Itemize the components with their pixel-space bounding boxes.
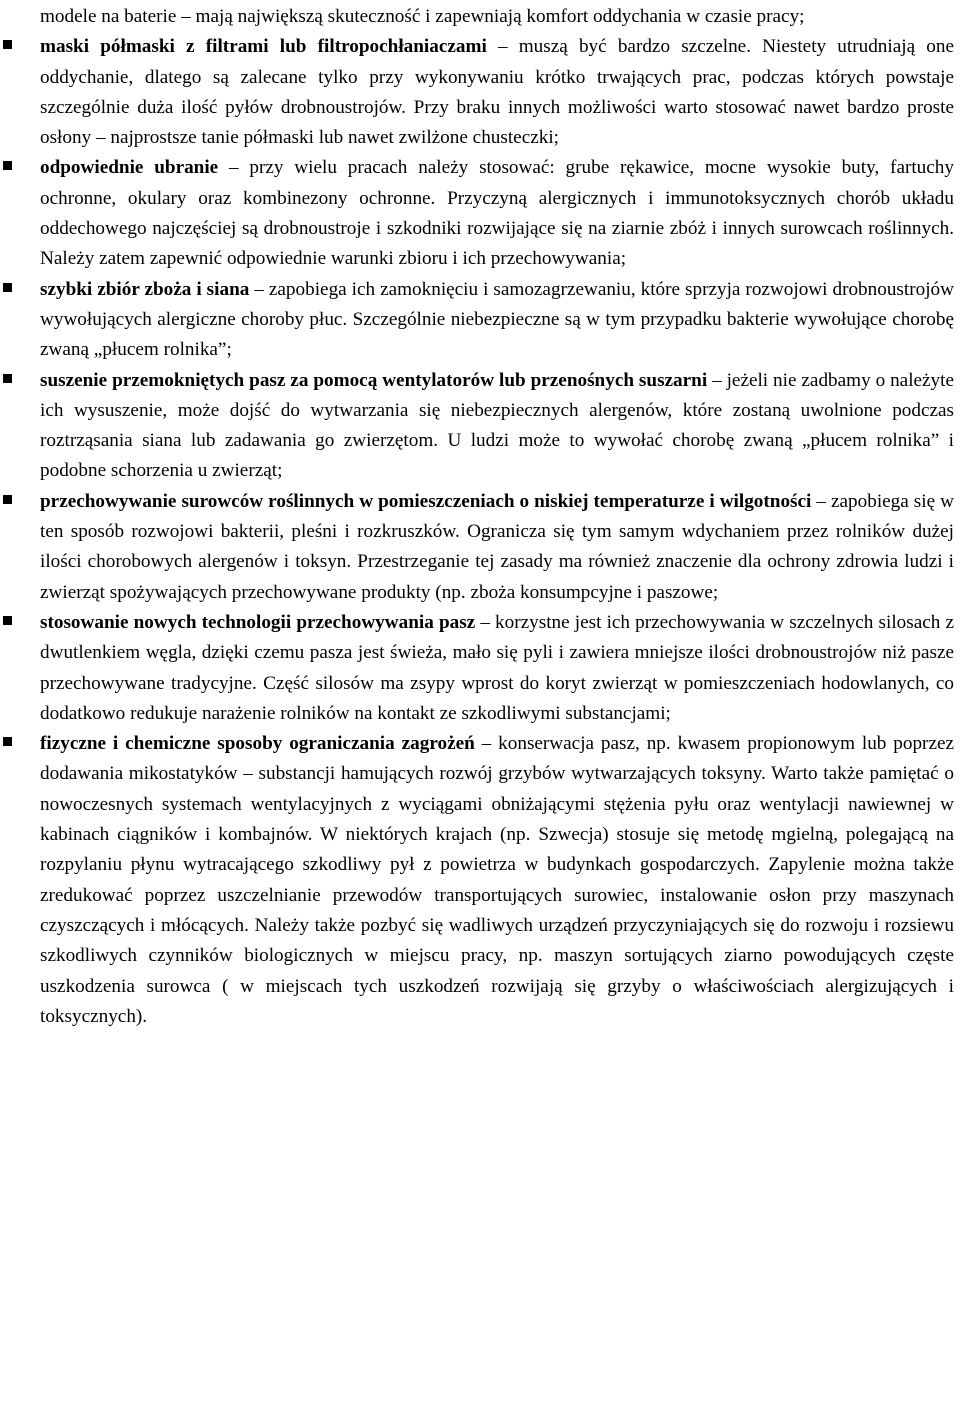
list-item-title: suszenie przemokniętych pasz za pomocą wentylatorów lub przenośnych suszarni (40, 369, 708, 391)
list-item-text (40, 275, 954, 366)
list-item-text (40, 487, 954, 608)
list-item (40, 153, 954, 274)
list-item-title: maski półmaski z filtrami lub filtropochłaniaczami (40, 36, 487, 58)
lead-paragraph: modele na baterie – mają największą skuteczność i zapewniają komfort oddychania w czasie pracy; (40, 6, 805, 27)
list-item-title: odpowiednie ubranie (40, 157, 219, 179)
square-bullet-icon (3, 495, 12, 504)
list-item-title: fizyczne i chemiczne sposoby ograniczania zagrożeń (40, 733, 475, 755)
list-item-title: przechowywanie surowców roślinnych w pomieszczeniach o niskiej temperaturze i wilgotności (40, 490, 812, 512)
list-item-body: – przy wielu pracach należy stosować: grube rękawice, mocne wysokie buty, fartuchy ochronne, okulary oraz kombinezony ochronne. Przyczyną alergicznych i immunotoksycznych chorób układu oddechowego najczęściej są drobnoustroje i szkodniki rozwijające się na ziarnie zbóż i innych surowcach roślinnych. Należy zatem zapewnić odpowiednie warunki zbioru i ich przechowywania; (40, 157, 954, 270)
list-item-text (40, 153, 954, 274)
square-bullet-icon (3, 283, 12, 292)
list-item-text (40, 729, 954, 1032)
list-item-text (40, 608, 954, 729)
list-item-body: – zapobiega się w ten sposób rozwojowi bakterii, pleśni i rozkruszków. Ogranicza się tym samym wdychaniem przez rolników dużej ilości chorobowych alergenów i toksyn. Przestrzeganie tej zasady ma również znaczenie dla ochrony zdrowia ludzi i zwierząt spożywających przechowywane produkty (np. zboża konsumpcyjne i paszowe; (40, 490, 954, 603)
square-bullet-icon (3, 161, 12, 170)
square-bullet-icon (3, 40, 12, 49)
list-item (40, 275, 954, 366)
list-item-text (40, 32, 954, 153)
list-item-body: – muszą być bardzo szczelne. Niestety utrudniają one oddychanie, dlatego są zalecane tylko przy wykonywaniu krótko trwających prac, podczas których powstaje szczególnie duża ilość pyłów drobnoustrojów. Przy braku innych możliwości warto stosować nawet bardzo proste osłony – najprostsze tanie półmaski lub nawet zwilżone chusteczki; (40, 36, 954, 149)
list-item-body: – konserwacja pasz, np. kwasem propionowym lub poprzez dodawania mikostatyków – substancji hamujących rozwój grzybów wytwarzających toksyny. Warto także pamiętać o nowoczesnych systemach wentylacyjnych z wyciągami obniżającymi stężenia pyłu oraz wentylacji nawiewnej w kabinach ciągników i kombajnów. W niektórych krajach (np. Szwecja) stosuje się metodę mgielną, polegającą na rozpylaniu płynu wytracającego szkodliwy pył z powietrza w budynkach gospodarczych. Zapylenie można także zredukować poprzez uszczelnianie przewodów transportujących surowiec, instalowanie osłon przy maszynach czyszczących i młócących. Należy także pozbyć się wadliwych urządzeń przyczyniających się do rozwoju i rozsiewu szkodliwych czynników biologicznych w miejscu pracy, np. maszyn sortujących ziarno powodujących częste uszkodzenia surowca ( w miejscach tych uszkodzeń rozwijają się grzyby o właściwościach alergizujących i toksycznych). (40, 733, 954, 1027)
list-item (40, 608, 954, 729)
square-bullet-icon (3, 374, 12, 383)
list-item (40, 32, 954, 153)
list-item-text (40, 366, 954, 487)
list-item-body: – jeżeli nie zadbamy o należyte ich wysuszenie, może dojść do wytwarzania się niebezpiecznych alergenów, które zostaną uwolnione podczas roztrząsania siana lub zadawania go zwierzętom. U ludzi może to wywołać chorobę zwaną „płucem rolnika” i podobne schorzenia u zwierząt; (40, 369, 955, 482)
list-item-title: szybki zbiór zboża i siana (40, 278, 250, 300)
list-item (40, 729, 954, 1032)
list-item-body: – korzystne jest ich przechowywania w szczelnych silosach z dwutlenkiem węgla, dzięki czemu pasza jest świeża, mało się pyli i zawiera mniejsze ilości drobnoustrojów niż pasze przechowywane tradycyjne. Część silosów ma zsypy wprost do koryt zwierząt w pomieszczeniach hodowlanych, co dodatkowo redukuje narażenie rolników na kontakt ze szkodliwymi substancjami; (40, 611, 955, 724)
list-item (40, 487, 954, 608)
list-item-title: stosowanie nowych technologii przechowywania pasz (40, 611, 476, 633)
bullet-list (40, 32, 954, 1032)
list-item (40, 366, 954, 487)
square-bullet-icon (3, 616, 12, 625)
list-item-body: – zapobiega ich zamoknięciu i samozagrzewaniu, które sprzyja rozwojowi drobnoustrojów wywołujących alergiczne choroby płuc. Szczególnie niebezpieczne są w tym przypadku bakterie wywołujące chorobę zwaną „płucem rolnika”; (40, 278, 954, 361)
square-bullet-icon (3, 737, 12, 746)
